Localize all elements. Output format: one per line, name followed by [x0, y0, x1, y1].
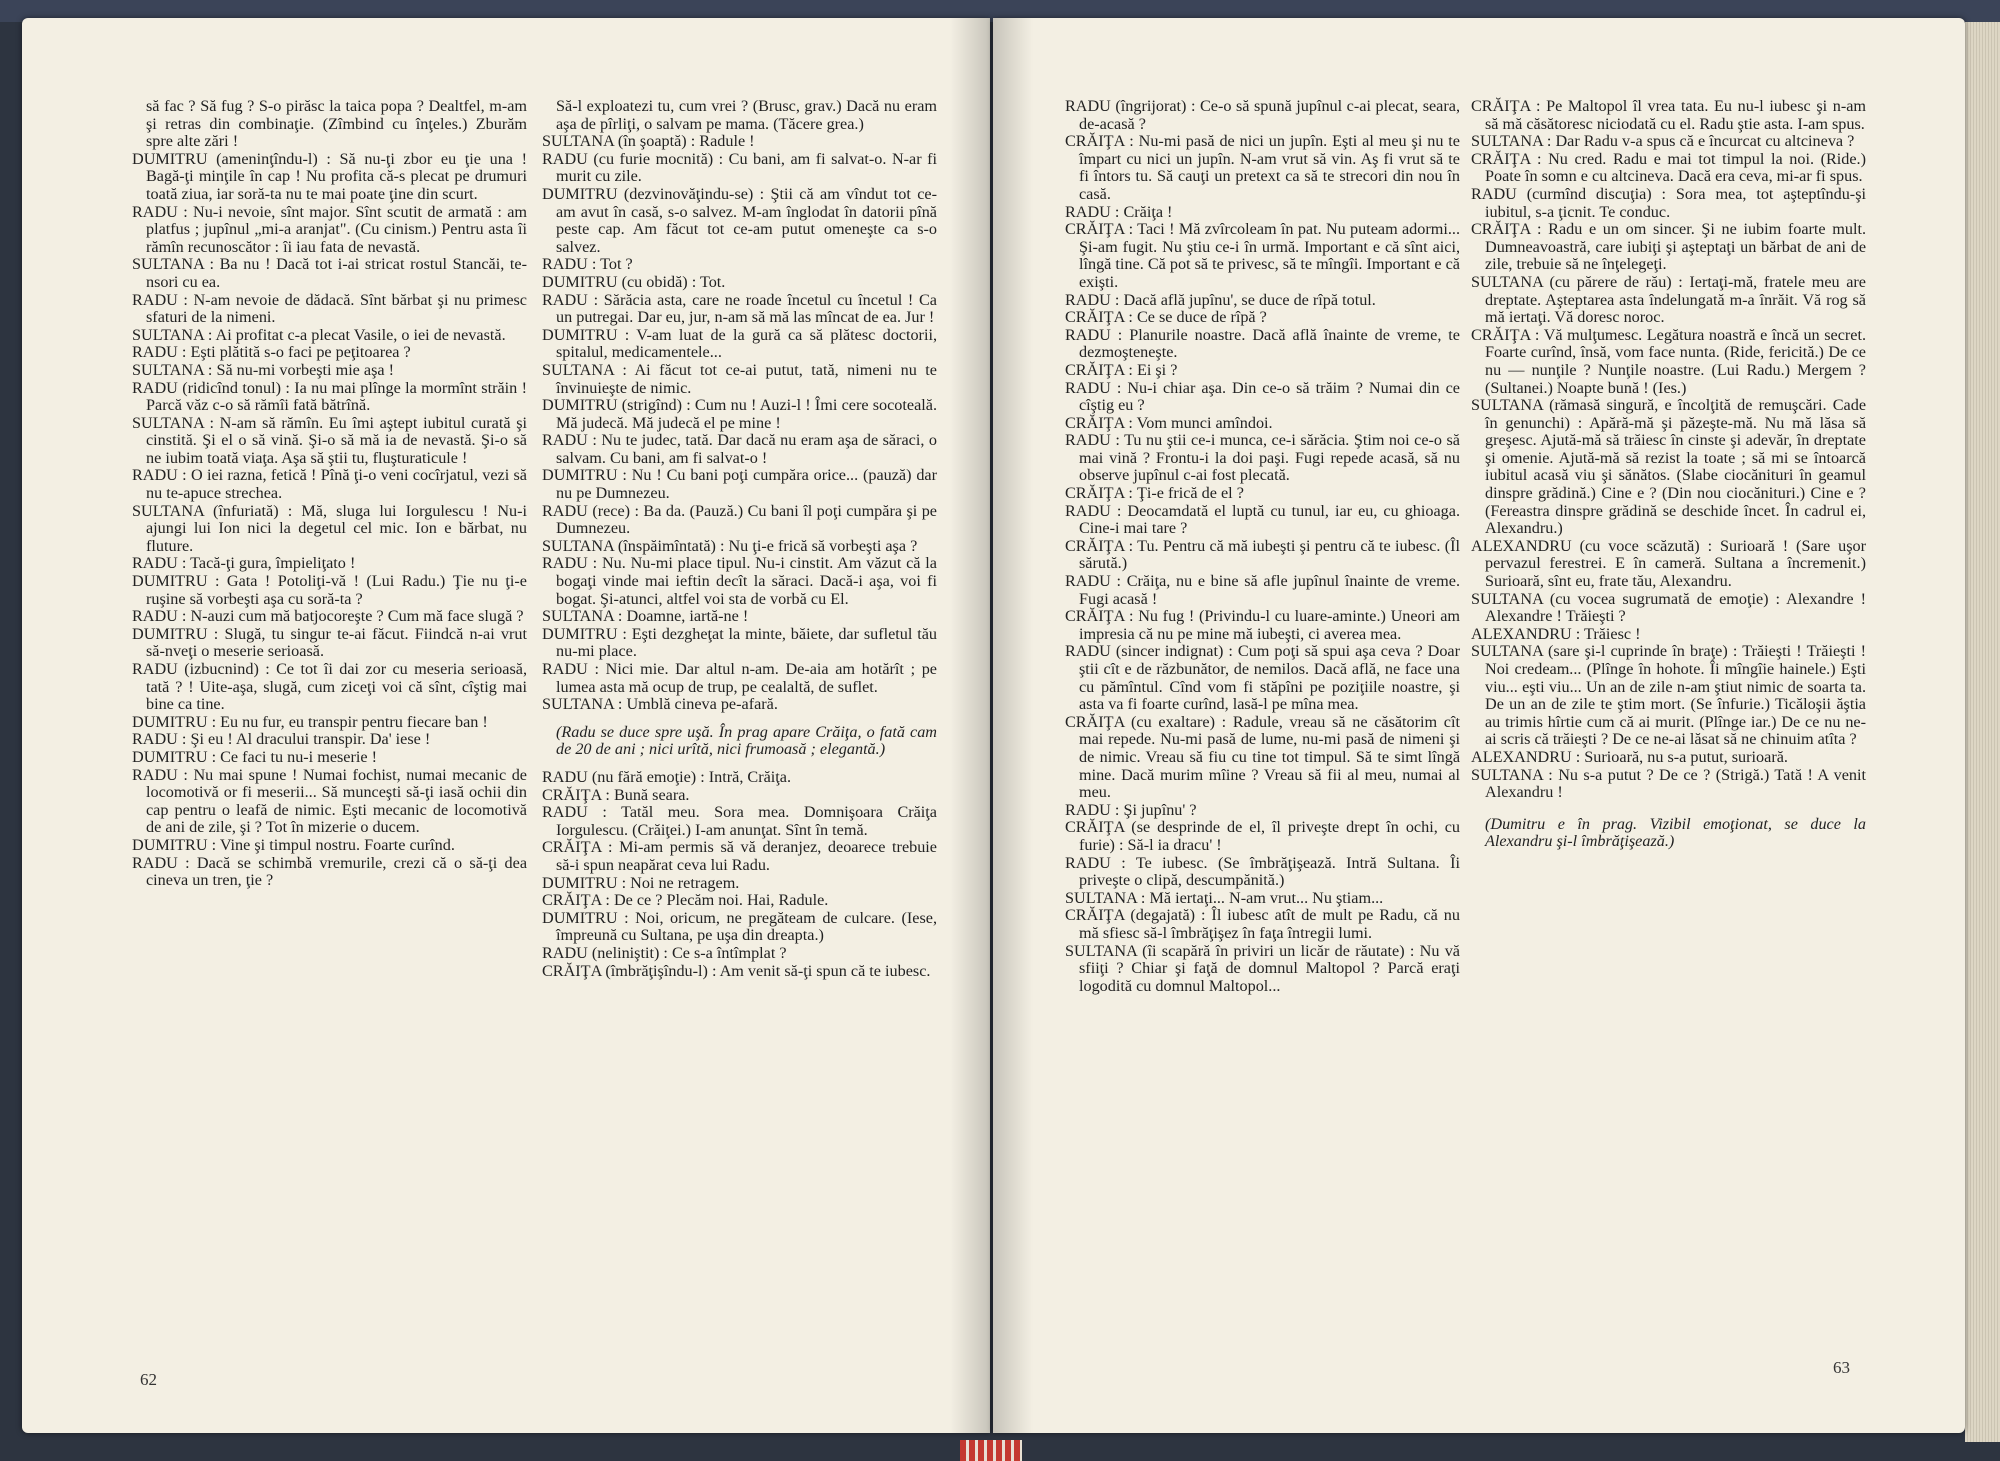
dialogue-line: DUMITRU : Gata ! Potoliţi-vă ! (Lui Radu.) Ţie nu ţi-e ruşine să vorbeşti aşa cu soră-ta ? [132, 572, 527, 608]
dialogue-line: RADU (nu fără emoţie) : Intră, Crăiţa. [542, 767, 792, 786]
dialogue-line: DUMITRU : Noi, oricum, ne pregăteam de culcare. (Iese, împreună cu Sultana, pe uşa din dreapta.) [542, 908, 937, 945]
dialogue-line: CRĂIŢA : Vom munci amîndoi. [1065, 413, 1273, 432]
dialogue-line: DUMITRU : Vine şi timpul nostru. Foarte curînd. [132, 835, 455, 854]
dialogue-line: RADU : Te iubesc. (Se îmbrăţişează. Intră Sultana. Îi priveşte o clipă, descumpănită.) [1065, 853, 1460, 890]
dialogue-line: CRĂIŢA : Bună seara. [542, 785, 690, 804]
dialogue-line: SULTANA : Ai făcut tot ce-ai putut, tată, nimeni nu te învinuieşte de nimic. [542, 360, 937, 397]
dialogue-line: SULTANA (rămasă singură, e încolţită de remuşcări. Cade în genunchi) : Apără-mă şi păzeşte-mă. Nu mă lăsa să greşesc. Ajută-mă să trăiesc în cinste şi adevăr, în dreptate şi omenie. Ajută-mă să rezist la toate ; să mi se întoarcă iubitul acasă viu şi sănătos. (Slabe ciocănituri în geamul dinspre grădină.) Cine e ? (Din nou ciocănituri.) Cine e ? (Fereastra dinspre grădină se deschide încet. În cadrul ei, Alexandru.) [1471, 396, 1866, 538]
dialogue-line: RADU : Deocamdată el luptă cu tunul, iar eu, cu ghioaga. Cine-i mai tare ? [1065, 501, 1460, 538]
dialogue-line: CRĂIŢA (îmbrăţişîndu-l) : Am venit să-ţi spun că te iubesc. [542, 961, 931, 980]
dialogue-line: RADU (neliniştit) : Ce s-a întîmplat ? [542, 943, 787, 962]
dialogue-line: RADU : Dacă află jupînu', se duce de rîpă totul. [1065, 290, 1376, 309]
left-gutter-shadow [950, 18, 990, 1433]
dialogue-line: SULTANA (îi scapără în priviri un licăr de răutate) : Nu vă sfiiţi ? Chiar şi faţă de domnul Maltopol ? Parcă eraţi logodită cu domnul Maltopol... [1065, 941, 1460, 995]
dialogue-line: RADU : Tot ? [542, 255, 633, 274]
dialogue-line: SULTANA : Ai profitat c-a plecat Vasile, o iei de nevastă. [132, 325, 506, 344]
dialogue-line: RADU : Şi jupînu' ? [1065, 800, 1197, 819]
dialogue-line: RADU (curmînd discuţia) : Sora mea, tot aşteptîndu-şi iubitul, s-a ţicnit. Te conduc. [1471, 184, 1866, 221]
dialogue-line: DUMITRU : Slugă, tu singur te-ai făcut. Fiindcă n-ai vrut să-nveţi o meserie serioasă. [132, 624, 527, 661]
dialogue-line: RADU : Tacă-ţi gura, împieliţato ! [132, 554, 356, 573]
dialogue-line: DUMITRU : Nu ! Cu bani poţi cumpăra orice... (pauză) dar nu pe Dumnezeu. [542, 466, 937, 503]
dialogue-line: SULTANA : Dar Radu v-a spus că e încurcat cu altcineva ? [1471, 132, 1855, 151]
dialogue-line: RADU : N-auzi cum mă batjocoreşte ? Cum mă face slugă ? [132, 607, 524, 626]
dialogue-line: CRĂIŢA : Nu-mi pasă de nici un jupîn. Eşti al meu şi nu te împart cu nici un jupîn. N-am vrut să vin. Aş fi vrut să te fi întors tu. Să cauţi un pretext ca să te strecori din nou în casă. [1065, 132, 1460, 203]
dialogue-line: CRĂIŢA : Tu. Pentru că mă iubeşti şi pentru că te iubesc. (Îl sărută.) [1065, 536, 1460, 573]
dialogue-line: RADU : Dacă se schimbă vremurile, crezi că o să-ţi dea cineva un tren, ţie ? [132, 853, 527, 890]
dialogue-line: SULTANA (cu vocea sugrumată de emoţie) : Alexandre ! Alexandre ! Trăieşti ? [1471, 589, 1866, 626]
dialogue-line: SULTANA (sare şi-l cuprinde în braţe) : Trăieşti ! Trăieşti ! Noi credeam... (Plînge în hohote. Îi mîngîie hainele.) Eşti viu... eşti viu... Un an de zile n-am ştiut nimic de soarta ta. De un an de zile te ştim mort. (Se înfurie.) Ticăloşii ăştia au trimis hîrtie cum că ai murit. (Plînge iar.) De ce nu ne-ai scris că trăieşti ? De ce ne-ai lăsat să ne chinuim atîta ? [1471, 642, 1866, 749]
dialogue-line: RADU (ridicînd tonul) : Ia nu mai plînge la mormînt străin ! Parcă văz c-o să rămîi fată bătrînă. [132, 378, 527, 415]
dialogue-line: CRĂIŢA (cu exaltare) : Radule, vreau să ne căsătorim cît mai repede. Nu-mi pasă de lume, nu-mi pasă de nimeni şi de nimic. Vreau să fiu cu tine tot timpul. Să te simt lîngă mine. Dacă murim mîine ? Vreau să fii al meu, numai al meu. [1065, 712, 1460, 802]
dialogue-line: CRĂIŢA : Mi-am permis să vă deranjez, deoarece trebuie să-i spun neapărat ceva lui Radu. [542, 838, 937, 874]
left-page-column-2 [542, 98, 937, 980]
dialogue-line: RADU : Nici mie. Dar altul n-am. De-aia am hotărît ; pe lumea asta mă ocup de trup, pe cealaltă, de suflet. [542, 660, 937, 696]
dialogue-line: SULTANA : Mă iertaţi... N-am vrut... Nu ştiam... [1065, 888, 1384, 907]
bookmark-ribbon [960, 1440, 1022, 1461]
right-page [993, 18, 1965, 1433]
dialogue-line: RADU : N-am nevoie de dădacă. Sînt bărbat şi nu primesc sfaturi de la nimeni. [132, 290, 527, 327]
dialogue-line: CRĂIŢA : Nu fug ! (Privindu-l cu luare-aminte.) Uneori am impresia că nu pe mine mă iubeşti, ci averea mea. [1065, 607, 1460, 643]
dialogue-line: CRĂIŢA : Pe Maltopol îl vrea tata. Eu nu-l iubesc şi n-am să mă căsătoresc niciodată cu el. Radu ştie asta. I-am spus. [1471, 97, 1866, 133]
dialogue-line: SULTANA (înspăimîntată) : Nu ţi-e frică să vorbeşti aşa ? [542, 536, 918, 555]
dialogue-line: SULTANA : Nu s-a putut ? De ce ? (Strigă.) Tată ! A venit Alexandru ! [1471, 765, 1866, 802]
dialogue-line: DUMITRU : V-am luat de la gură ca să plătesc doctorii, spitalul, medicamentele... [542, 325, 937, 362]
dialogue-line: DUMITRU (ameninţîndu-l) : Să nu-ţi zbor eu ţie una ! Bagă-ţi minţile în cap ! Nu profita că-s plecat pe drumuri toată ziua, iar soră-ta nu te mai poate ţine din scurt. [132, 149, 527, 203]
dialogue-line: DUMITRU : Eu nu fur, eu transpir pentru fiecare ban ! [132, 712, 488, 731]
dialogue-line: SULTANA (în şoaptă) : Radule ! [542, 132, 755, 151]
page-number: 62 [140, 1370, 157, 1389]
right-page-column-1 [1065, 98, 1460, 995]
dialogue-line: ALEXANDRU : Surioară, nu s-a putut, surioară. [1471, 747, 1788, 766]
dialogue-line: RADU (izbucnind) : Ce tot îi dai zor cu meseria serioasă, tată ? ! Uite-aşa, slugă, cum ziceţi voi că sînt, cîştig mai bine ca tine. [132, 660, 527, 714]
left-page [22, 18, 990, 1433]
dialogue-line: RADU : Nu-i nevoie, sînt major. Sînt scutit de armată : am platfus ; jupînul „mi-a aranjat". (Cu cinism.) Pentru asta îi rămîn recunoscător : îi iau fata de nevastă. [132, 202, 527, 256]
dialogue-line: CRĂIŢA : Radu e un om sincer. Şi ne iubim foarte mult. Dumneavoastră, care iubiţi şi aşteptaţi un bărbat de ani de zile, trebuie să ne înţelegeţi. [1471, 220, 1866, 274]
dialogue-line: CRĂIŢA (degajată) : Îl iubesc atît de mult pe Radu, că nu mă sfiesc să-l îmbrăţişez în faţa întregii lumi. [1065, 906, 1460, 942]
right-gutter-shadow [993, 18, 1033, 1433]
dialogue-line: RADU : Tatăl meu. Sora mea. Domnişoara Crăiţa Iorgulescu. (Crăiţei.) I-am anunţat. Sînt în temă. [542, 803, 937, 839]
dialogue-line: CRĂIŢA : Vă mulţumesc. Legătura noastră e încă un secret. Foarte curînd, însă, vom face nunta. (Ride, fericită.) De ce nu — nunţile ? Nunţile noastre. (Lui Radu.) Mergem ? (Sultanei.) Noapte bună ! (Ies.) [1471, 325, 1866, 397]
dialogue-line: RADU : Şi eu ! Al dracului transpir. Da' iese ! [132, 730, 431, 749]
dialogue-line: RADU : Planurile noastre. Dacă află înainte de vreme, te dezmoşteneşte. [1065, 325, 1460, 362]
dialogue-line: RADU : O iei razna, fetică ! Pînă ţi-o veni cocîrjatul, vezi să nu te-apuce strechea. [132, 466, 527, 503]
dialogue-line: SULTANA : Doamne, iartă-ne ! [542, 607, 749, 626]
dialogue-line: CRĂIŢA (se desprinde de el, îl priveşte drept în ochi, cu furie) : Să-l ia dracu' ! [1065, 818, 1460, 854]
dialogue-line: CRĂIŢA : Taci ! Mă zvîrcoleam în pat. Nu puteam adormi... Şi-am fugit. Nu ştiu ce-i în urmă. Important e că sînt aici, lîngă tine. Că pot să te privesc, să te mîngîi. Important e că exişti. [1065, 220, 1460, 291]
dialogue-line: DUMITRU : Eşti dezgheţat la minte, băiete, dar sufletul tău nu-mi place. [542, 624, 937, 661]
stage-direction: (Dumitru e în prag. Vizibil emoţionat, se duce la Alexandru şi-l îmbrăţişează.) [1485, 814, 1866, 851]
right-page-column-2 [1471, 98, 1866, 861]
dialogue-line: CRĂIŢA : Ce se duce de rîpă ? [1065, 308, 1267, 327]
dialogue-line: DUMITRU : Noi ne retragem. [542, 873, 740, 892]
dialogue-line: SULTANA : Să nu-mi vorbeşti mie aşa ! [132, 360, 395, 379]
dialogue-line: DUMITRU (dezvinovăţindu-se) : Ştii că am vîndut tot ce-am avut în casă, s-o salvez. M-am înglodat în datorii pînă peste cap. Am făcut tot ce-am putut omeneşte ca s-o salvez. [542, 184, 937, 256]
dialogue-line: să fac ? Să fug ? S-o pirăsc la taica popa ? Dealtfel, m-am şi retras din combinaţie. (Zîmbind cu înţeles.) Zburăm spre alte zări ! [146, 97, 527, 151]
dialogue-line: RADU (cu furie mocnită) : Cu bani, am fi salvat-o. N-ar fi murit cu zile. [542, 149, 937, 186]
stage-direction: (Radu se duce spre uşă. În prag apare Crăiţa, o fată cam de 20 de ani ; nici urîtă, nici frumoasă ; elegantă.) [556, 722, 937, 759]
left-page-column-1 [132, 98, 527, 890]
dialogue-line: RADU : Nu mai spune ! Numai fochist, numai mecanic de locomotivă or fi meserii... Să munceşti să-ţi iasă ochii din cap pentru o leafă de nimic. Eşti mecanic de locomotivă de ani de zile, şi ? Tot în mizerie o ducem. [132, 765, 527, 837]
dialogue-line: ALEXANDRU : Trăiesc ! [1471, 624, 1641, 643]
dialogue-line: RADU : Nu te judec, tată. Dar dacă nu eram aşa de săraci, o salvam. Cu bani, am fi salvat-o ! [542, 431, 937, 467]
dialogue-line: RADU : Eşti plătită s-o faci pe peţitoarea ? [132, 343, 411, 362]
dialogue-line: SULTANA (înfuriată) : Mă, sluga lui Iorgulescu ! Nu-i ajungi lui Ion nici la degetul cel mic. Ion e bărbat, nu fluture. [132, 501, 527, 555]
dialogue-line: CRĂIŢA : Ei şi ? [1065, 360, 1178, 379]
page-edges [1965, 22, 2000, 1442]
dialogue-line: CRĂIŢA : Ţi-e frică de el ? [1065, 484, 1244, 503]
dialogue-line: RADU (sincer indignat) : Cum poţi să spui aşa ceva ? Doar ştii cît e de răzbunător, de nemilos. Dacă află, ne face una cu pămîntul. Cînd vom fi stăpîni pe poziţiile noastre, şi asta va fi foarte curînd, lasă-l pe mîna mea. [1065, 642, 1460, 714]
dialogue-line: RADU : Crăiţa ! [1065, 202, 1173, 221]
dialogue-line: Să-l exploatezi tu, cum vrei ? (Brusc, grav.) Dacă nu eram aşa de pîrliţi, o salvam pe mama. (Tăcere grea.) [556, 97, 937, 133]
dialogue-line: RADU (rece) : Ba da. (Pauză.) Cu bani îl poţi cumpăra şi pe Dumnezeu. [542, 501, 937, 538]
dialogue-line: SULTANA (cu părere de rău) : Iertaţi-mă, fratele meu are dreptate. Aşteptarea asta îndelungată m-a înrăit. Vă rog să mă iertaţi. Vă doresc noroc. [1471, 272, 1866, 327]
dialogue-line: CRĂIŢA : Nu cred. Radu e mai tot timpul la noi. (Ride.) Poate în somn e cu altcineva. Dacă era ceva, mi-ar fi spus. [1471, 149, 1866, 186]
dialogue-line: RADU : Nu. Nu-mi place tipul. Nu-i cinstit. Am văzut că la bogaţi vinde mai ieftin decît la săraci. Dacă-i aşa, voi fi bogat. Şi-atunci, altfel voi sta de vorbă cu El. [542, 554, 937, 608]
dialogue-line: DUMITRU : Ce faci tu nu-i meserie ! [132, 747, 377, 766]
dialogue-line: DUMITRU (cu obidă) : Tot. [542, 272, 726, 291]
dialogue-line: SULTANA : N-am să rămîn. Eu îmi aştept iubitul curată şi cinstită. Şi el o să vină. Şi-o să mă ia de nevastă. Şi-o să ne iubim toată viaţa. Aşa să ştii tu, fluşturaticule ! [132, 413, 527, 467]
dialogue-line: CRĂIŢA : De ce ? Plecăm noi. Hai, Radule. [542, 891, 829, 910]
dialogue-line: RADU : Tu nu ştii ce-i munca, ce-i sărăcia. Ştim noi ce-o să mai vină ? Frontu-i la doi paşi. Fugi repede acasă, să nu observe jupînul c-ai fost plecată. [1065, 431, 1460, 485]
dialogue-line: ALEXANDRU (cu voce scăzută) : Surioară ! (Sare uşor pervazul ferestrei. E în cameră. Sultana a încremenit.) Surioară, sînt eu, frate tău, Alexandru. [1471, 536, 1866, 591]
dialogue-line: SULTANA : Umblă cineva pe-afară. [542, 695, 778, 714]
page-number: 63 [1833, 1358, 1850, 1377]
dialogue-line: RADU : Nu-i chiar aşa. Din ce-o să trăim ? Numai din ce cîştig eu ? [1065, 378, 1460, 415]
dialogue-line: RADU : Crăiţa, nu e bine să afle jupînul înainte de vreme. Fugi acasă ! [1065, 572, 1460, 608]
dialogue-line: SULTANA : Ba nu ! Dacă tot i-ai stricat rostul Stancăi, te-nsori cu ea. [132, 255, 527, 291]
dialogue-line: DUMITRU (strigînd) : Cum nu ! Auzi-l ! Îmi cere socoteală. Mă judecă. Mă judecă el pe mine ! [542, 396, 937, 432]
dialogue-line: RADU (îngrijorat) : Ce-o să spună jupînul c-ai plecat, seara, de-acasă ? [1065, 97, 1460, 133]
dialogue-line: RADU : Sărăcia asta, care ne roade încetul cu încetul ! Ca un putregai. Dar eu, jur, n-am să mă las mîncat de ea. Jur ! [542, 290, 937, 327]
